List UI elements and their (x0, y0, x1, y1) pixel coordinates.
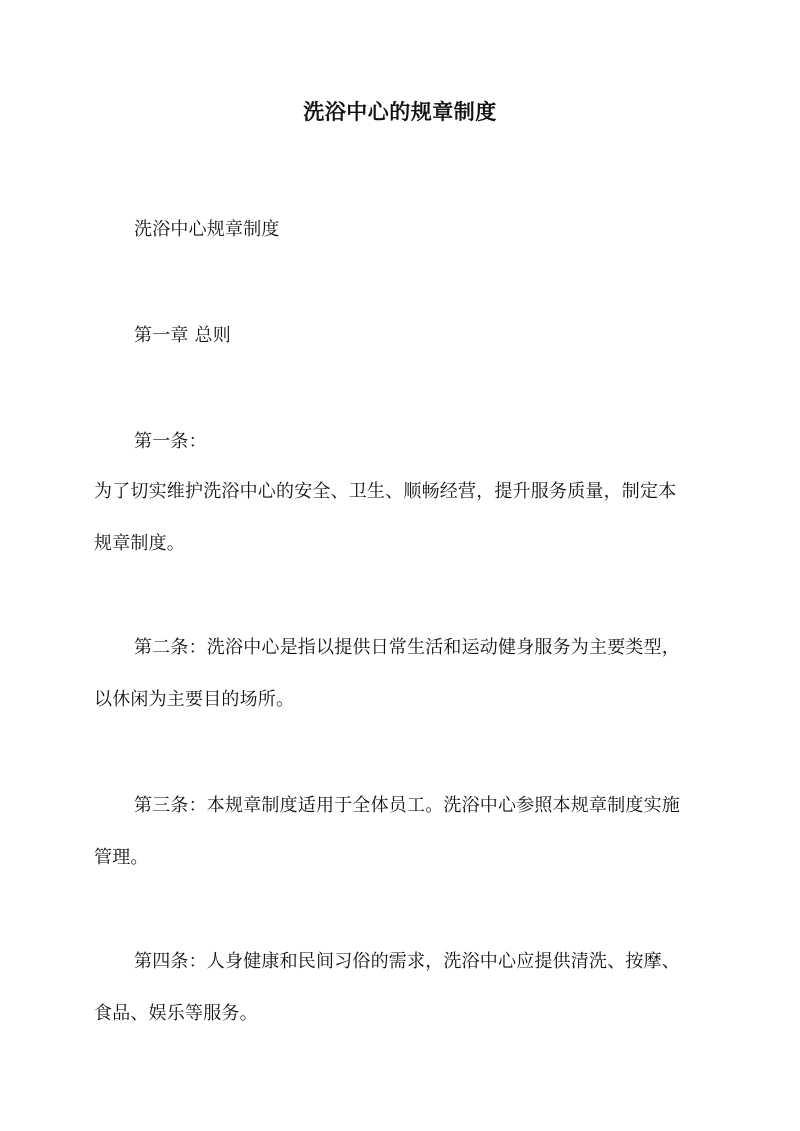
article-1-heading: 第一条： (134, 431, 207, 452)
document-title: 洗浴中心的规章制度 (303, 99, 497, 124)
article-4-line-2: 食品、娱乐等服务。 (94, 1003, 258, 1024)
article-4-line-1: 第四条：人身健康和民间习俗的需求，洗浴中心应提供清洗、按摩、 (134, 951, 680, 972)
article-1-line-1: 为了切实维护洗浴中心的安全、卫生、顺畅经营，提升服务质量，制定本 (94, 481, 677, 502)
article-1-line-2: 规章制度。 (94, 533, 185, 554)
article-4 (94, 936, 714, 1040)
article-3-line-2: 管理。 (94, 847, 149, 868)
article-2-line-2: 以休闲为主要目的场所。 (94, 689, 295, 710)
chapter-heading: 第一章 总则 (134, 325, 231, 346)
article-2-line-1: 第二条：洗浴中心是指以提供日常生活和运动健身服务为主要类型， (134, 637, 680, 658)
article-2 (94, 622, 714, 726)
article-3-line-1: 第三条：本规章制度适用于全体员工。洗浴中心参照本规章制度实施 (134, 795, 680, 816)
document-subtitle: 洗浴中心规章制度 (134, 219, 280, 240)
article-1-body (94, 466, 714, 570)
article-3 (94, 780, 714, 884)
